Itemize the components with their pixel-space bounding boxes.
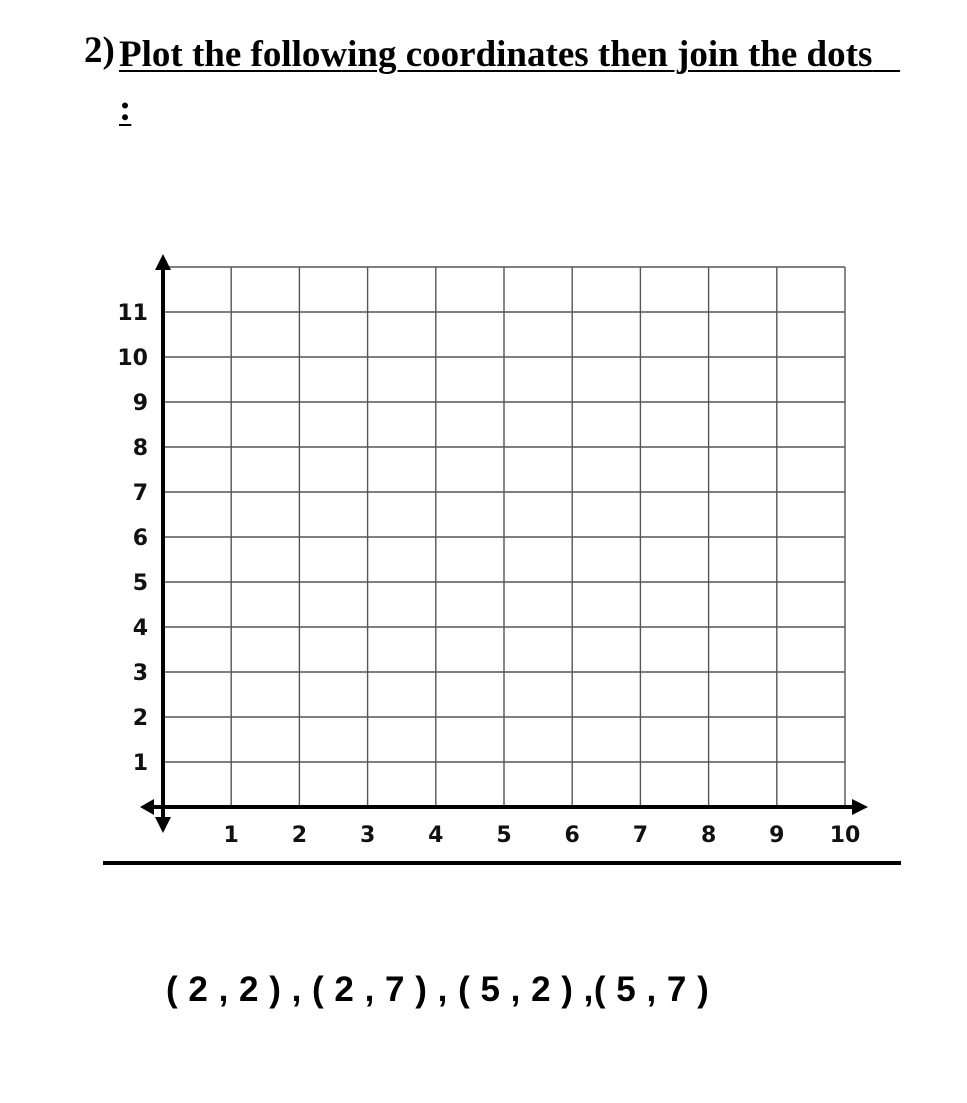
grid-lines [163,267,845,807]
y-tick-label: 10 [117,346,148,371]
x-tick-label: 7 [632,823,649,848]
x-tick-label: 6 [564,823,580,848]
y-tick-label: 4 [132,616,148,641]
y-tick-label: 11 [117,301,148,326]
coordinates-list: ( 2 , 2 ) , ( 2 , 7 ) , ( 5 , 2 ) ,( 5 , 7 ) [166,970,710,1009]
x-tick-label: 10 [829,823,861,848]
x-axis-right-arrow [852,799,868,815]
x-tick-label: 4 [428,823,444,848]
y-tick-label: 9 [132,391,148,416]
answer-divider-line [103,861,901,865]
y-tick-label: 8 [132,436,148,461]
x-tick-label: 8 [700,823,717,848]
x-tick-label: 9 [769,823,785,848]
x-tick-label: 3 [359,823,376,848]
y-tick-label: 6 [132,526,148,551]
y-tick-label: 7 [132,481,148,506]
y-tick-label: 1 [132,751,148,776]
x-tick-label: 5 [496,823,512,848]
x-tick-label: 1 [223,823,239,848]
y-axis-bottom-arrow [155,817,171,833]
y-tick-label: 3 [132,661,148,686]
question-title: Plot the following coordinates then join the dots : [119,34,901,129]
x-tick-labels [224,823,861,848]
x-axis-left-arrow [140,799,154,815]
x-tick-label: 2 [291,823,308,848]
y-tick-labels [117,301,148,776]
y-tick-label: 2 [132,706,148,731]
y-tick-label: 5 [132,571,148,596]
y-axis-top-arrow [155,254,171,270]
question-number: 2) [84,30,115,71]
